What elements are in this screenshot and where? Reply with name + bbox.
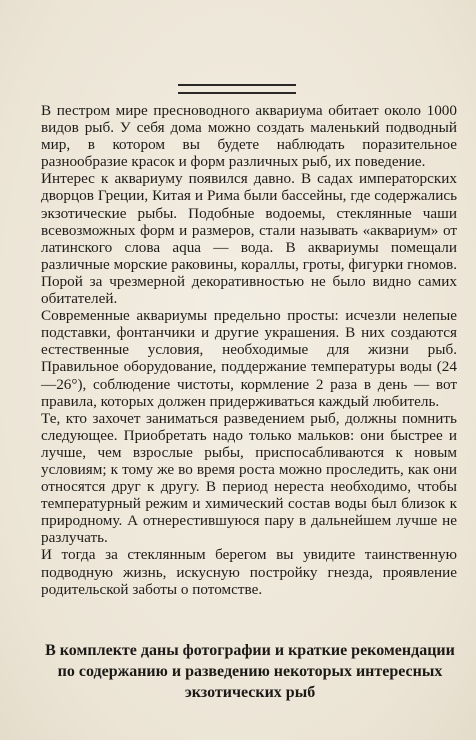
paragraph-conclusion: И тогда за стеклянным берегом вы увидите таинственную подводную жизнь, искусную постройку гнезда, проявление родительской заботы о потомстве. — [41, 546, 457, 598]
paragraph-intro: В пестром мире пресноводного аквариума обитает около 1000 видов рыб. У себя дома можно создать маленький подводный мир, в котором вы будете наблюдать поразительное разнообразие красок и форм различных рыб, их поведение. — [41, 102, 457, 171]
paragraph-breeding: Те, кто захочет заниматься разведением рыб, должны помнить следующее. Приобретать надо только мальков: они быстрее и лучше, чем взрослые рыбы, приспосабливаются к новым условиям; к тому же во время роста можно проследить, как они относятся друг к другу. В период нереста необходимо, чтобы температурный режим и химический состав воды был близок к природному. А отнерестившуюся пару в дальнейшем лучше не разлучать. — [41, 409, 457, 547]
decorative-double-rule — [178, 84, 296, 94]
paragraph-history: Интерес к аквариуму появился давно. В садах императорских дворцов Греции, Китая и Рима были бассейны, где содержались экзотические рыбы. Подобные водоемы, стеклянные чаши всевозможных форм и размеров, стали называть «аквариум» от латинского слова aqua — вода. В аквариумы помещали различные морские раковины, кораллы, гроты, фигурки гномов. Порой за чрезмерной декоративностью не было видно самих обитателей. — [41, 170, 457, 308]
paragraph-modern-aquariums: Современные аквариумы предельно просты: исчезли нелепые подставки, фонтанчики и другие украшения. В них создаются естественные условия, необходимые для жизни рыб. Правильное оборудование, поддержание температуры воды (24—26°), соблюдение чистоты, кормление 2 раза в день — вот правила, которых должен придерживаться каждый любитель. — [41, 307, 457, 410]
set-contents-note: В комплекте даны фотографии и краткие рекомендации по содержанию и разведению некоторых интересных экзотических рыб — [45, 642, 455, 701]
body-text — [41, 102, 457, 598]
